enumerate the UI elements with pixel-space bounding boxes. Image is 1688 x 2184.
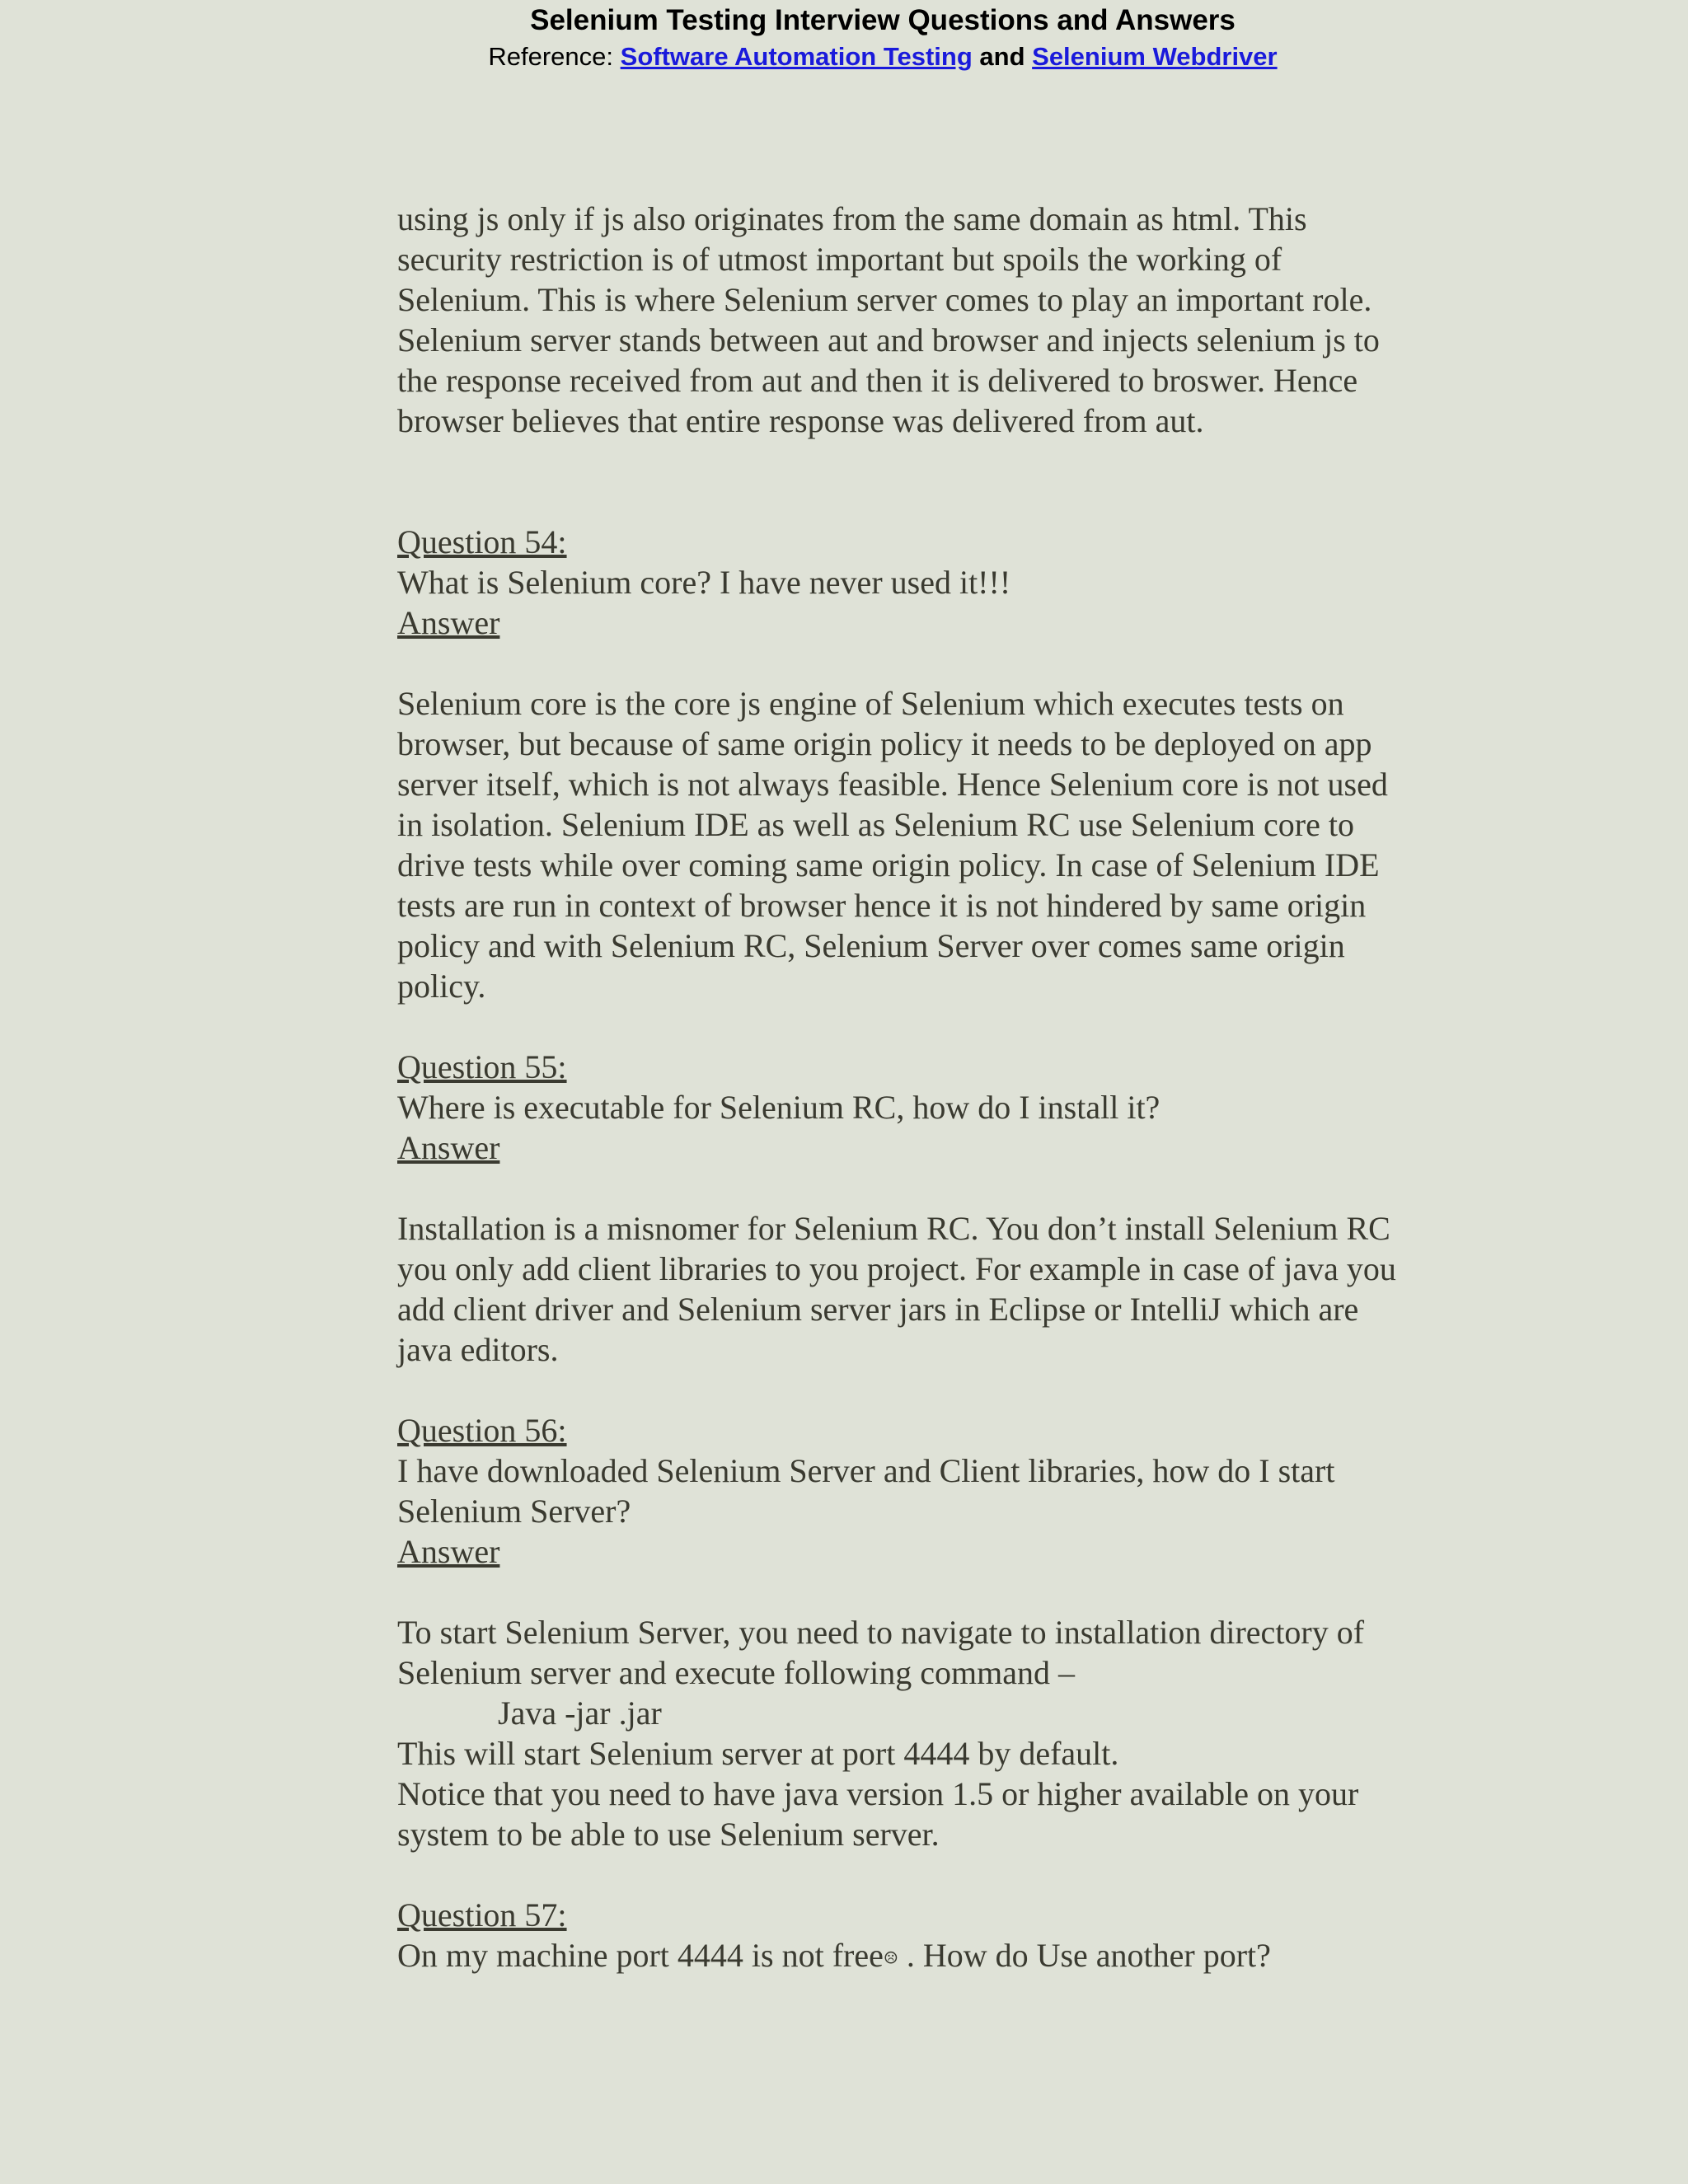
answer-line: java editors. — [397, 1331, 559, 1368]
question-54-block — [397, 522, 1493, 1006]
software-automation-testing-link[interactable]: Software Automation Testing — [620, 42, 973, 71]
intro-line: Selenium. This is where Selenium server comes to play an important role. — [397, 281, 1372, 318]
answer-line: you only add client libraries to you project. For example in case of java you — [397, 1250, 1396, 1287]
answer-line: policy. — [397, 968, 486, 1005]
question-55-text: Where is executable for Selenium RC, how do I install it? — [397, 1089, 1160, 1126]
command-line: Java -jar .jar — [498, 1694, 662, 1732]
answer-line: Selenium server and execute following command – — [397, 1654, 1075, 1691]
question-57-text-start: On my machine port 4444 is not free — [397, 1937, 884, 1974]
intro-line: the response received from aut and then it is delivered to broswer. Hence — [397, 362, 1358, 399]
answer-line: add client driver and Selenium server jars in Eclipse or IntelliJ which are — [397, 1291, 1359, 1328]
answer-label: Answer — [397, 604, 500, 641]
reference-label: Reference: — [488, 42, 614, 71]
document-body — [397, 199, 1493, 1979]
question-54-heading: Question 54: — [397, 523, 567, 560]
intro-line: using js only if js also originates from the same domain as html. This — [397, 200, 1307, 237]
intro-line: Selenium server stands between aut and browser and injects selenium js to — [397, 321, 1380, 359]
question-56-text: Selenium Server? — [397, 1493, 631, 1530]
question-56-heading: Question 56: — [397, 1412, 567, 1449]
intro-paragraph — [397, 199, 1493, 441]
question-56-block — [397, 1410, 1493, 1854]
selenium-webdriver-link[interactable]: Selenium Webdriver — [1032, 42, 1278, 71]
and-text: and — [979, 42, 1025, 71]
reference-line — [0, 40, 1688, 74]
answer-label: Answer — [397, 1129, 500, 1166]
answer-line: This will start Selenium server at port 4444 by default. — [397, 1735, 1119, 1772]
answer-line: Installation is a misnomer for Selenium RC. You don’t install Selenium RC — [397, 1210, 1390, 1247]
answer-line: tests are run in context of browser hence it is not hindered by same origin — [397, 887, 1367, 924]
answer-line: browser, but because of same origin policy it needs to be deployed on app — [397, 725, 1372, 762]
intro-line: browser believes that entire response was delivered from aut. — [397, 402, 1204, 439]
answer-line: Notice that you need to have java version 1.5 or higher available on your — [397, 1775, 1359, 1812]
answer-line: policy and with Selenium RC, Selenium Server over comes same origin — [397, 927, 1345, 964]
question-57-block — [397, 1895, 1493, 1979]
answer-label: Answer — [397, 1533, 500, 1570]
answer-line: drive tests while over coming same origin policy. In case of Selenium IDE — [397, 846, 1380, 883]
question-57-text — [397, 1935, 1493, 1979]
answer-line: in isolation. Selenium IDE as well as Selenium RC use Selenium core to — [397, 806, 1354, 843]
question-57-heading: Question 57: — [397, 1896, 567, 1933]
question-57-text-end: . How do Use another port? — [898, 1937, 1271, 1974]
question-55-block — [397, 1047, 1493, 1370]
document-title: Selenium Testing Interview Questions and Answers — [530, 4, 1236, 36]
question-54-text: What is Selenium core? I have never used it!!! — [397, 564, 1011, 601]
answer-line: server itself, which is not always feasible. Hence Selenium core is not used — [397, 766, 1388, 803]
frown-icon: ☹ — [883, 1949, 898, 1968]
question-55-heading: Question 55: — [397, 1048, 567, 1085]
answer-line: system to be able to use Selenium server. — [397, 1816, 940, 1853]
question-56-text: I have downloaded Selenium Server and Client libraries, how do I start — [397, 1452, 1335, 1489]
answer-line: To start Selenium Server, you need to navigate to installation directory of — [397, 1614, 1365, 1651]
intro-line: security restriction is of utmost important but spoils the working of — [397, 241, 1282, 278]
answer-line: Selenium core is the core js engine of Selenium which executes tests on — [397, 685, 1344, 722]
